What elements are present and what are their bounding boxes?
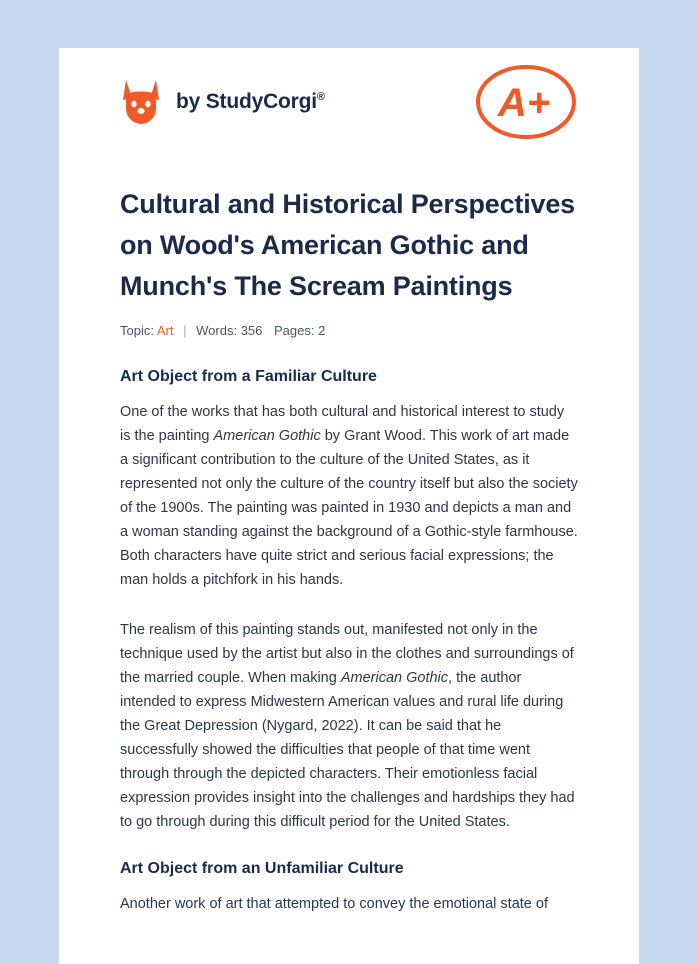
section-heading-2: Art Object from an Unfamiliar Culture: [120, 860, 404, 877]
text-run: One of the works that has both cultural and historical interest to study is the painting: [120, 404, 565, 444]
paragraph-1: [120, 400, 578, 592]
meta-separator: |: [183, 323, 187, 338]
brand-name-prefix: by: [176, 90, 206, 113]
a-plus-grade-icon: [474, 62, 578, 142]
topic-label: Topic:: [120, 323, 154, 338]
page-title: Cultural and Historical Perspectives on Wood's American Gothic and Munch's The Scream Paintings: [120, 189, 575, 301]
text-run: The realism of this painting stands out, manifested not only in the technique used by the artist but also in the clothes and surroundings of the married couple. When making: [120, 622, 574, 686]
content-fade-overlay: [59, 930, 639, 964]
corgi-logo-icon: [120, 78, 162, 126]
paragraph-3: [120, 892, 578, 916]
document-meta: [120, 323, 578, 338]
brand-name-main: StudyCorgi: [205, 90, 317, 113]
brand-name: [176, 90, 325, 114]
topic-link[interactable]: Art: [156, 323, 174, 338]
word-count: Words: 356: [196, 323, 263, 338]
registered-mark: ®: [316, 91, 325, 103]
section-heading-1: Art Object from a Familiar Culture: [120, 368, 377, 385]
paragraph-2: [120, 618, 578, 834]
site-header: [120, 48, 578, 156]
brand-logo-link[interactable]: [120, 78, 325, 126]
text-run-italic: American Gothic: [213, 428, 321, 444]
svg-text:A+: A+: [497, 81, 551, 125]
text-run: Another work of art that attempted to convey the emotional state of: [120, 896, 548, 912]
document-sheet: [59, 48, 639, 964]
text-run: by Grant Wood. This work of art made a significant contribution to the culture of the United States, as it represented not only the culture of the country itself but also the society of the 1900s. The painting was painted in 1930 and depicts a man and a woman standing against the background of a Gothic-style farmhouse. Both characters have quite strict and serious facial expressions; the man holds a pitchfork in his hands.: [120, 428, 578, 588]
page-count: Pages: 2: [274, 323, 326, 338]
text-run: , the author intended to express Midwestern American values and rural life during the Great Depression (Nygard, 2022). It can be said that he successfully showed the difficulties that people of that time went through through the depicted characters. Their emotionless facial expression provides insight into the challenges and hardships they had to go through during this difficult period for the United States.: [120, 670, 575, 830]
text-run-italic: American Gothic: [340, 670, 449, 686]
